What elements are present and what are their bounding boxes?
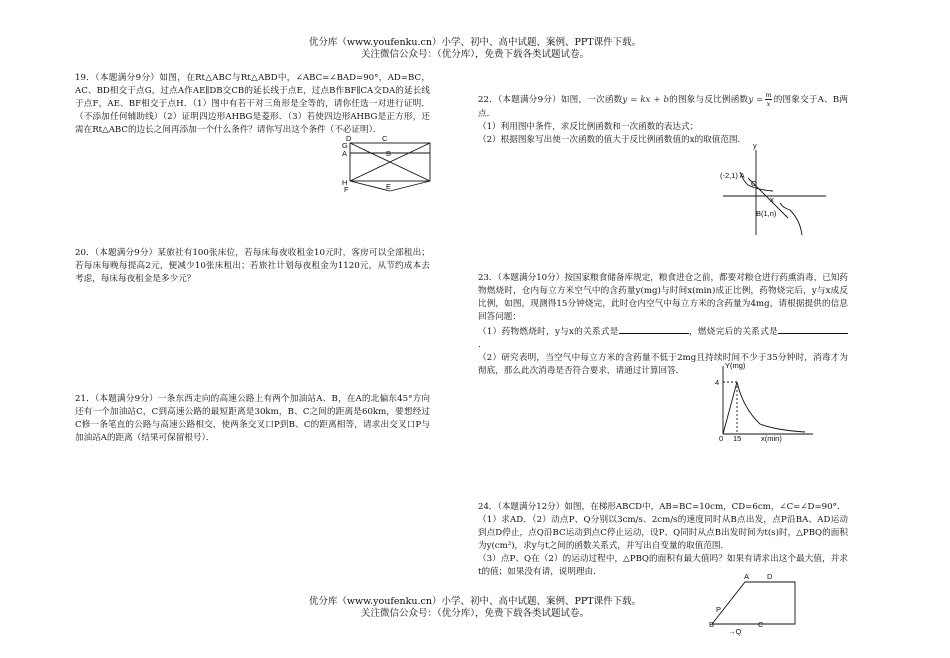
fig19-label-h: H — [342, 178, 348, 187]
fig22-label-o: O — [751, 179, 757, 188]
header-line-2: 关注微信公众号：（优分库），免费下载各类试题试卷。 — [360, 49, 589, 60]
fig23-linear-segment — [723, 382, 737, 434]
fraction-denominator: x — [766, 100, 771, 108]
question-22-linear-formula: y = kx + b — [622, 95, 669, 105]
fig19-label-c: C — [382, 134, 388, 143]
fig23-label-15: 15 — [733, 434, 742, 443]
fig22-label-y: y — [753, 141, 757, 150]
fig24-label-p: P — [716, 605, 722, 614]
question-23-part-1-a: （1）药物燃烧时，y与x的关系式是 — [478, 327, 619, 337]
answer-blank-2 — [778, 324, 848, 334]
fig22-label-x: x — [770, 195, 774, 204]
question-23-part-1-c: ． — [478, 340, 487, 350]
question-23-part-1-b: ，燃烧完后的关系式是 — [688, 327, 778, 337]
question-22-mid: 的图象与反比例函数 — [668, 95, 749, 105]
fig24-label-a: A — [744, 572, 750, 581]
fig23-label-4: 4 — [715, 378, 720, 387]
question-20-text: 20．（本题满分9分）某旅社有100张床位，若每床每夜收租金10元时，客房可以全部租出；若每床每晚每提高2元，便减少10张床租出；若旅社计划每夜租金为1120元，从节约成本去考虑，每床每夜租金是多少元？ — [75, 248, 430, 284]
fig22-label-a: (-2,1) A — [720, 171, 745, 180]
fig24-label-b: B — [709, 620, 715, 629]
question-24-part-2: （3）点P、Q在（2）的运动过程中，△PBQ的面积有最大值吗？如果有请求出这个最大值，并求t的值；如果没有请，说明理由． — [478, 554, 848, 577]
question-22-part-2: （2）根据图象写出使一次函数的值大于反比例函数值的x的取值范围． — [478, 135, 747, 145]
fig23-label-y: Y(mg) — [725, 361, 746, 370]
footer-line-2: 关注微信公众号：（优分库），免费下载各类试题试卷。 — [360, 608, 589, 619]
question-23-part-1 — [478, 324, 848, 352]
question-22-pre: 22．（本题满分9分）如图，一次函数 — [478, 95, 623, 105]
fig19-label-b: B — [386, 149, 392, 158]
figure-22 — [718, 140, 828, 240]
fig22-label-b: B(1,n) — [756, 209, 777, 218]
question-21 — [75, 393, 430, 445]
question-22 — [478, 91, 848, 147]
answer-blank-1 — [619, 324, 689, 334]
question-22-part-1: （1）利用图中条件，求反比例函数和一次函数的表达式； — [478, 122, 699, 132]
question-21-text: 21．（本题满分9分）一条东西走向的高速公路上有两个加油站A、B，在A的北偏东45°方向还有一个加油站C，C到高速公路的最短距离是30km，B、C之间的距离是60km，要想经过C修一条笔直的公路与高速公路相交，使两条交叉口P到B、C的距离相等，请求出交叉口P与加油站A的距离（结果可保留根号）． — [75, 394, 430, 443]
fig23-inverse-curve — [737, 382, 805, 432]
fig19-line-fe — [350, 181, 390, 191]
figure-23 — [715, 360, 815, 442]
fig24-label-d: D — [767, 572, 773, 581]
fig23-label-origin: 0 — [719, 434, 724, 443]
fig23-label-x: x(min) — [761, 434, 782, 443]
fig19-line-ce — [390, 181, 430, 191]
question-23-part-2: （2）研究表明，当空气中每立方米的含药量不低于2mg且持续时间不少于35分钟时，消毒才为彻底，那么此次消毒是否符合要求，请通过计算回答． — [478, 353, 848, 376]
question-24-text: 24．（本题满分12分）如图，在梯形ABCD中，AB=BC=10cm，CD=6cm，∠C=∠D=90°． — [478, 502, 846, 512]
question-22-stem — [478, 91, 848, 121]
header-line-1: 优分库（www.youfenku.cn）小学、初中、高中试题、案例、PPT课件下载。 — [308, 37, 642, 48]
fraction-numerator: m — [765, 91, 772, 99]
fig24-label-q: →Q — [728, 627, 742, 636]
question-22-inverse-fraction — [765, 91, 771, 108]
fig24-label-c: C — [758, 620, 764, 629]
fig19-label-a: A — [342, 149, 348, 158]
question-24-part-1: （1）求AD．（2）动点P、Q分别以3cm/s、2cm/s的速度同时从B点出发，点P沿BA、AD运动到点D停止，点Q沿BC运动到点C停止运动，设P、Q同时从点B出发时间为t(s)时，△PBQ的面积为y(cm²)，求y与t之间的函数关系式，并写出自变量的取值范围． — [478, 515, 848, 551]
question-19 — [75, 72, 430, 137]
fig19-label-d: D — [346, 134, 352, 143]
question-22-inverse-formula-y: y = — [748, 95, 764, 105]
question-20 — [75, 247, 430, 286]
question-23-text: 23．（本题满分10分）按国家粮食储备库规定，粮食进仓之前，都要对粮仓进行药熏消毒，已知药物燃烧时，仓内每立方米空气中的含药量y(mg)与时间x(min)成正比例，药物烧完后，y与x成反比例，如图，现测得15分钟烧完，此时仓内空气中每立方米的含药量为4mg，请根据提供的信息回答问题： — [478, 273, 848, 322]
question-19-text: 19．（本题满分9分）如图，在Rt△ABC与Rt△ABD中，∠ABC=∠BAD=90°，AD=BC，AC、BD相交于点G，过点A作AE∥DB交CB的延长线于点E，过点B作BF∥CA交DA的延长线于点F，AE、BF相交于点H．（1）图中有若干对三角形是全等的，请你任选一对进行证明．（不添加任何辅助线）（2）证明四边形AHBG是菱形．（3）若使四边形AHBG是正方形，还需在Rt△ABC的边长之间再添加一个什么条件？请你写出这个条件（不必证明）． — [75, 73, 430, 135]
fig19-label-e: E — [386, 182, 392, 191]
footer-line-1: 优分库（www.youfenku.cn）小学、初中、高中试题、案例、PPT课件下载。 — [308, 596, 642, 607]
question-22-post: 的图象交于A、B两点． — [478, 95, 848, 119]
figure-19 — [338, 135, 448, 200]
question-24 — [478, 501, 848, 579]
fig22-hyperbola-lower — [780, 203, 802, 235]
fig19-label-f: F — [344, 185, 349, 194]
fig19-label-g: G — [342, 141, 348, 150]
